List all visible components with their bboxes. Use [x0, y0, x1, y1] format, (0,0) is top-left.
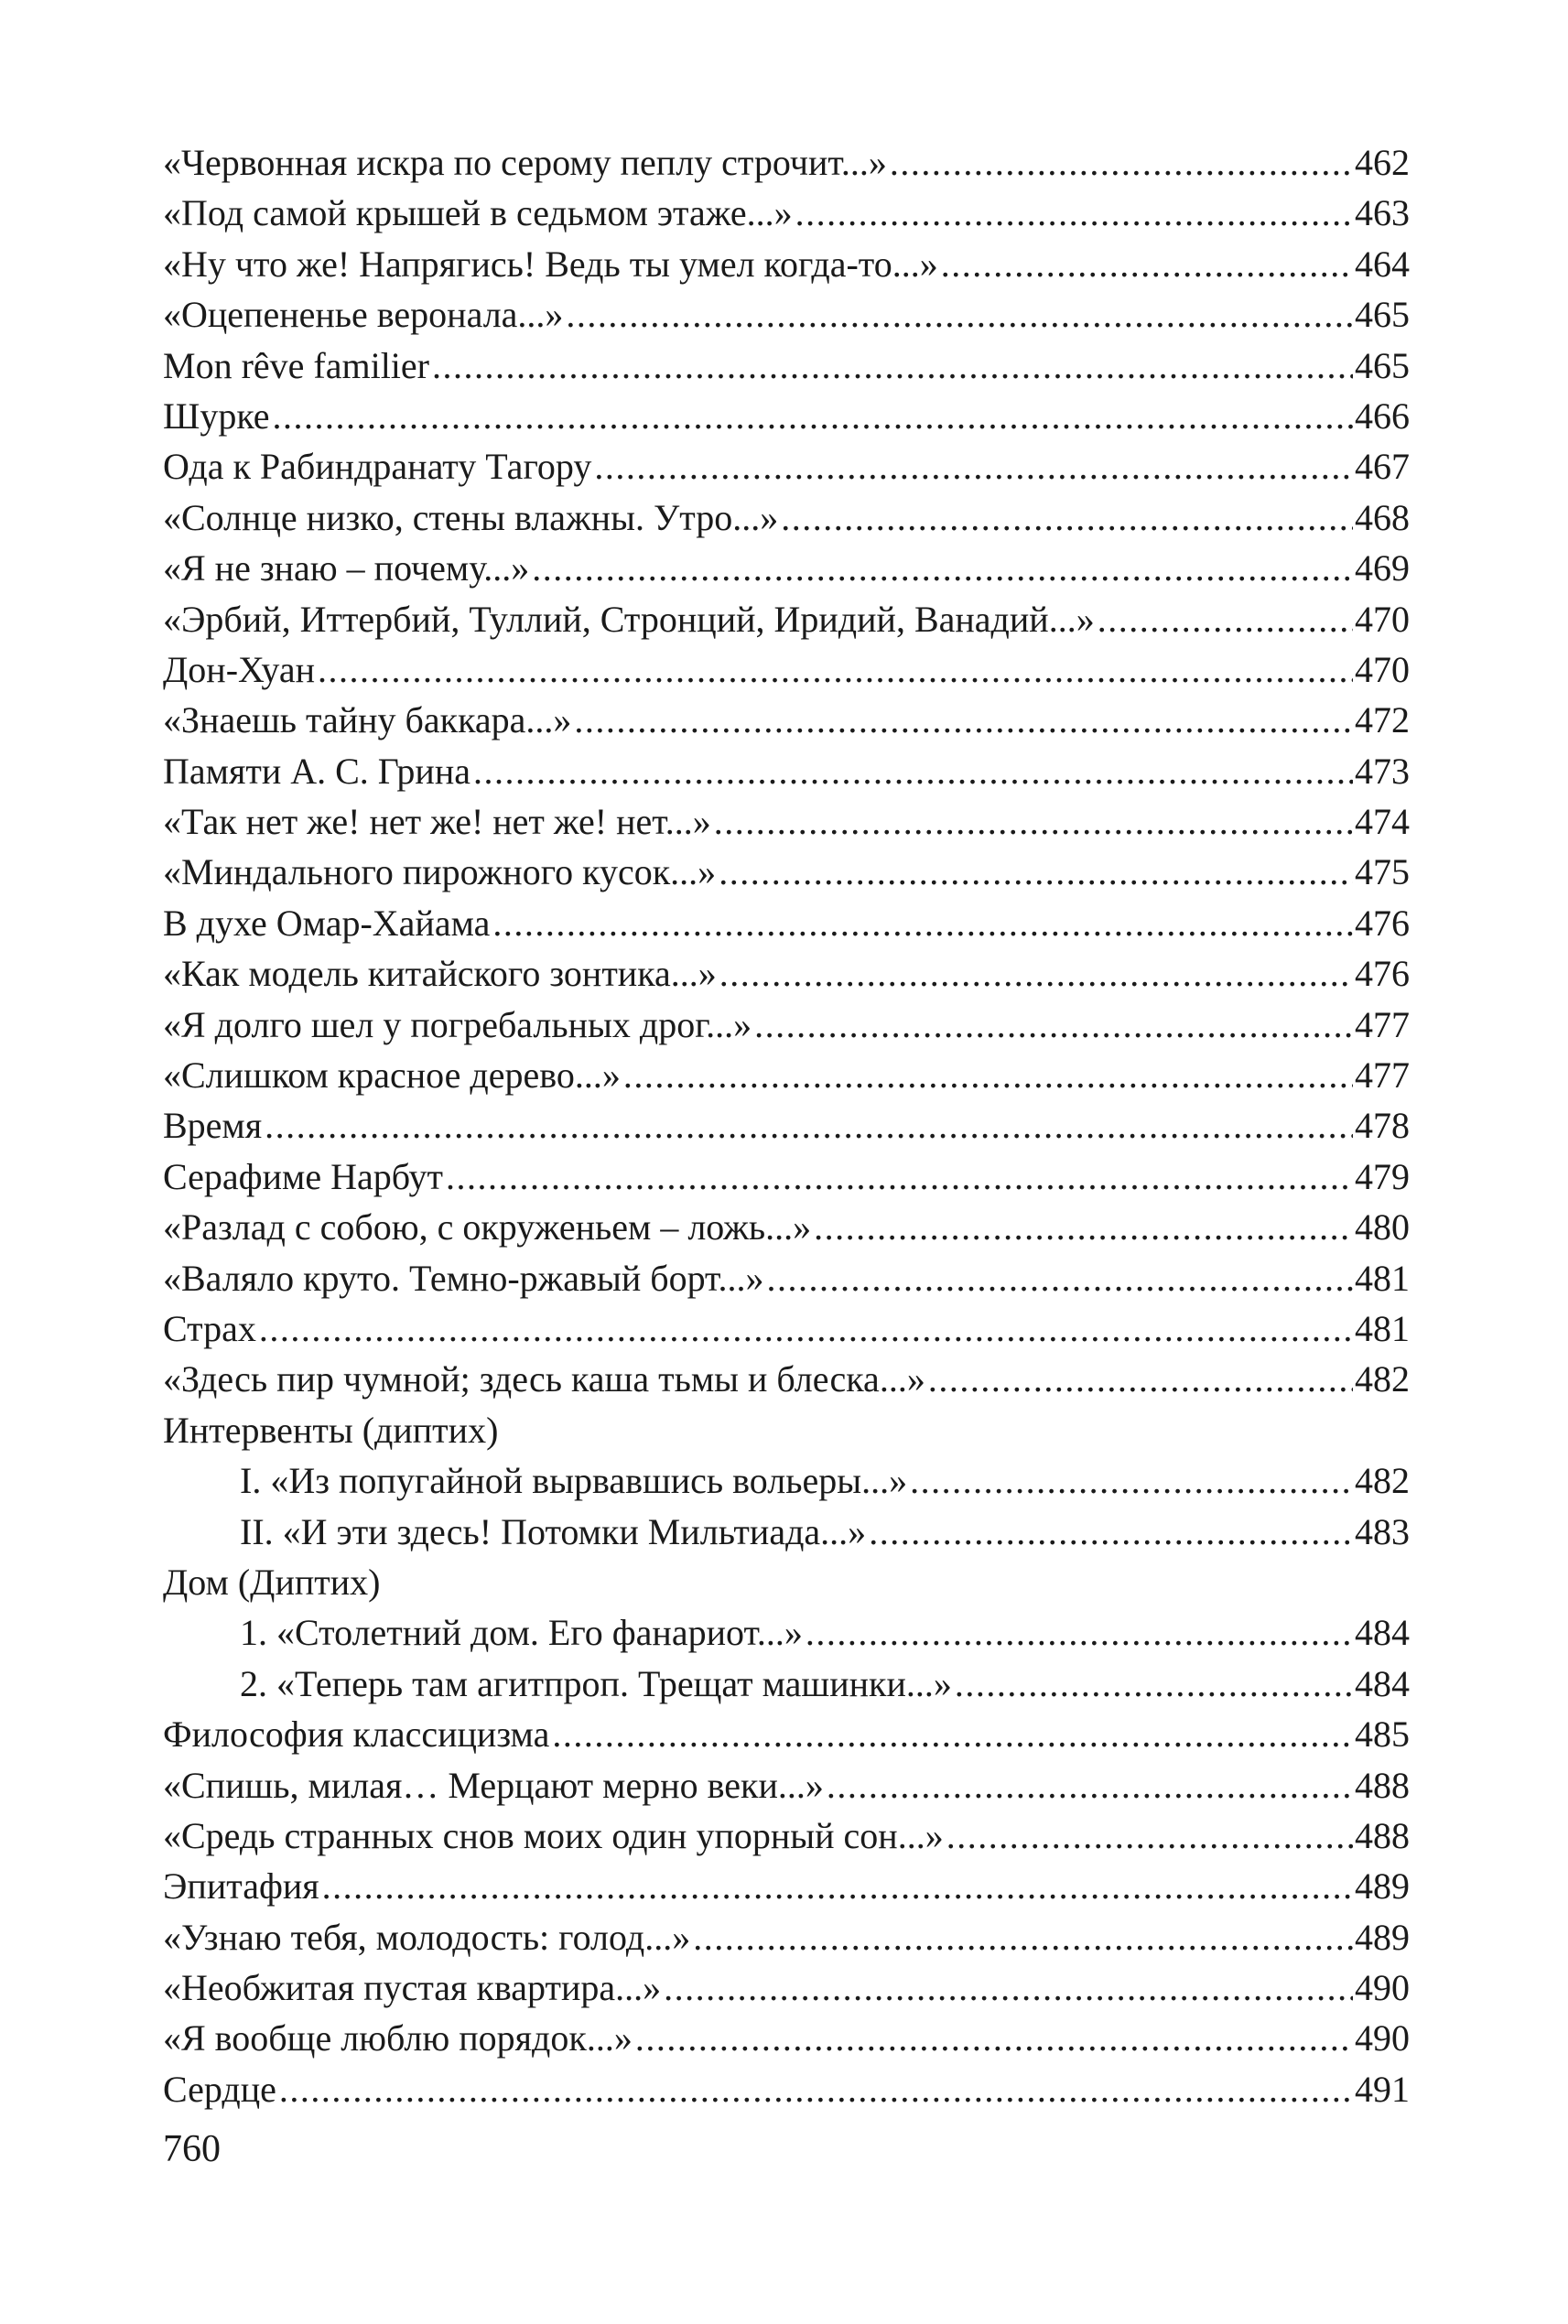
entry-page: 484 [1355, 1662, 1410, 1704]
dot-leader [322, 1861, 1353, 1911]
entry-title: «Слишком красное дерево...» [163, 1054, 621, 1097]
dot-leader [664, 1962, 1353, 2013]
entry-page: 465 [1355, 344, 1410, 386]
entry-page: 490 [1355, 2017, 1410, 2059]
dot-leader [265, 1100, 1353, 1151]
entry-title: В духе Омар-Хайама [163, 902, 491, 944]
entry-title: «Я вообще люблю порядок...» [163, 2017, 633, 2059]
dot-leader [273, 391, 1353, 441]
toc-entry [163, 1354, 1410, 1404]
toc-subentry [163, 1455, 1410, 1506]
entry-page: 481 [1355, 1307, 1410, 1349]
entry-title: Эпитафия [163, 1865, 319, 1908]
toc-entry [163, 441, 1410, 492]
dot-leader [492, 898, 1353, 948]
entry-page: 484 [1355, 1612, 1410, 1654]
entry-title: «Знаешь тайну баккара...» [163, 699, 572, 741]
entry-page: 483 [1355, 1510, 1410, 1552]
entry-page: 491 [1355, 2068, 1410, 2110]
entry-page: 488 [1355, 1814, 1410, 1856]
toc-entry [163, 594, 1410, 644]
dot-leader [754, 1000, 1353, 1050]
toc-entry [163, 1202, 1410, 1252]
entry-title: Дом (Диптих) [163, 1561, 381, 1603]
entry-title: Памяти А. С. Грина [163, 750, 470, 792]
toc-entry [163, 1100, 1410, 1151]
toc-entry [163, 1861, 1410, 1911]
entry-page: 474 [1355, 801, 1410, 843]
dot-leader [928, 1354, 1353, 1404]
entry-title: I. «Из попугайной вырвавшись вольеры...» [240, 1460, 908, 1502]
entry-title: Философия классицизма [163, 1713, 550, 1756]
entry-title: Сердце [163, 2068, 276, 2110]
entry-page: 463 [1355, 192, 1410, 234]
toc-entry [163, 1912, 1410, 1962]
dot-leader [814, 1202, 1353, 1252]
toc-subentry [163, 1607, 1410, 1658]
entry-title: Страх [163, 1307, 256, 1349]
entry-title: «Ну что же! Напрягись! Ведь ты умел когда-то...» [163, 243, 938, 285]
entry-page: 489 [1355, 1916, 1410, 1958]
entry-title: «Здесь пир чумной; здесь каша тьмы и блеска...» [163, 1358, 925, 1400]
toc-entry [163, 2064, 1410, 2114]
entry-title: «Под самой крышей в седьмом этаже...» [163, 192, 793, 234]
entry-title: «Необжитая пустая квартира...» [163, 1967, 662, 2009]
dot-leader [1098, 594, 1353, 644]
entry-title: «Я не знаю – почему...» [163, 547, 530, 589]
toc-entry [163, 1050, 1410, 1100]
page-number: 760 [163, 2128, 221, 2170]
table-of-contents [163, 137, 1410, 2114]
dot-leader [473, 746, 1353, 796]
entry-page: 489 [1355, 1865, 1410, 1908]
toc-entry [163, 289, 1410, 340]
dot-leader [635, 2013, 1353, 2063]
entry-page: 470 [1355, 648, 1410, 690]
entry-page: 485 [1355, 1713, 1410, 1756]
entry-page: 462 [1355, 142, 1410, 183]
entry-title: «Я долго шел у погребальных дрог...» [163, 1003, 752, 1045]
dot-leader [910, 1455, 1353, 1506]
dot-leader [827, 1760, 1353, 1811]
toc-entry [163, 746, 1410, 796]
toc-entry [163, 948, 1410, 999]
dot-leader [552, 1709, 1353, 1759]
entry-page: 479 [1355, 1155, 1410, 1197]
dot-leader [795, 188, 1353, 238]
entry-title: «Валяло круто. Темно-ржавый борт...» [163, 1257, 764, 1299]
entry-title: «Так нет же! нет же! нет же! нет...» [163, 801, 711, 843]
dot-leader [890, 137, 1353, 188]
dot-leader [259, 1303, 1353, 1354]
entry-page: 482 [1355, 1460, 1410, 1502]
toc-entry [163, 847, 1410, 897]
entry-title: «Червонная искра по серому пеплу строчит...» [163, 142, 887, 183]
dot-leader [532, 543, 1353, 593]
dot-leader [767, 1253, 1353, 1303]
dot-leader [446, 1151, 1353, 1202]
entry-title: «Солнце низко, стены влажны. Утро...» [163, 496, 779, 538]
entry-page: 481 [1355, 1257, 1410, 1299]
toc-entry [163, 1253, 1410, 1303]
entry-title: II. «И эти здесь! Потомки Мильтиада...» [240, 1510, 867, 1552]
dot-leader [781, 492, 1353, 543]
dot-leader [955, 1659, 1353, 1709]
entry-title: «Разлад с собою, с окруженьем – ложь...» [163, 1206, 812, 1248]
entry-title: «Как модель китайского зонтика...» [163, 953, 717, 995]
entry-title: 1. «Столетний дом. Его фанариот...» [240, 1612, 803, 1654]
dot-leader [432, 340, 1353, 391]
entry-title: Mon rêve familier [163, 344, 429, 386]
entry-page: 468 [1355, 496, 1410, 538]
dot-leader [318, 644, 1353, 695]
entry-page: 476 [1355, 953, 1410, 995]
toc-entry [163, 1709, 1410, 1759]
dot-leader [279, 2064, 1353, 2114]
entry-title: Дон-Хуан [163, 648, 316, 690]
entry-title: «Оцепененье веронала...» [163, 294, 564, 336]
dot-leader [806, 1607, 1353, 1658]
entry-title: 2. «Теперь там агитпроп. Трещат машинки...» [240, 1662, 952, 1704]
entry-page: 473 [1355, 750, 1410, 792]
entry-title: «Спишь, милая… Мерцают мерно веки...» [163, 1764, 824, 1806]
toc-section-heading [163, 1557, 1410, 1607]
dot-leader [719, 847, 1353, 897]
toc-entry [163, 1151, 1410, 1202]
entry-title: Ода к Рабиндранату Тагору [163, 446, 592, 488]
dot-leader [566, 289, 1353, 340]
toc-entry [163, 1962, 1410, 2013]
entry-title: «Эрбий, Иттербий, Туллий, Стронций, Иридий, Ванадий...» [163, 598, 1095, 640]
entry-title: Шурке [163, 395, 270, 437]
toc-entry [163, 543, 1410, 593]
entry-page: 490 [1355, 1967, 1410, 2009]
entry-title: «Миндального пирожного кусок...» [163, 851, 717, 893]
entry-page: 472 [1355, 699, 1410, 741]
toc-entry [163, 2013, 1410, 2063]
entry-page: 475 [1355, 851, 1410, 893]
dot-leader [623, 1050, 1353, 1100]
toc-entry [163, 188, 1410, 238]
toc-entry [163, 1811, 1410, 1861]
toc-subentry [163, 1659, 1410, 1709]
entry-title: «Средь странных снов моих один упорный сон...» [163, 1814, 944, 1856]
entry-title: Серафиме Нарбут [163, 1155, 444, 1197]
entry-page: 464 [1355, 243, 1410, 285]
dot-leader [693, 1912, 1353, 1962]
dot-leader [574, 695, 1353, 745]
entry-title: «Узнаю тебя, молодость: голод...» [163, 1916, 691, 1958]
toc-entry [163, 695, 1410, 745]
toc-subentry [163, 1507, 1410, 1557]
dot-leader [946, 1811, 1353, 1861]
toc-entry [163, 898, 1410, 948]
entry-title: Интервенты (диптих) [163, 1409, 499, 1451]
toc-entry [163, 1760, 1410, 1811]
dot-leader [594, 441, 1353, 492]
toc-entry [163, 1303, 1410, 1354]
entry-page: 488 [1355, 1764, 1410, 1806]
toc-entry [163, 492, 1410, 543]
toc-entry [163, 1000, 1410, 1050]
dot-leader [714, 796, 1353, 847]
entry-page: 480 [1355, 1206, 1410, 1248]
entry-page: 482 [1355, 1358, 1410, 1400]
dot-leader [719, 948, 1353, 999]
entry-page: 476 [1355, 902, 1410, 944]
entry-page: 465 [1355, 294, 1410, 336]
dot-leader [869, 1507, 1353, 1557]
toc-entry [163, 340, 1410, 391]
entry-page: 467 [1355, 446, 1410, 488]
toc-entry [163, 644, 1410, 695]
entry-page: 466 [1355, 395, 1410, 437]
toc-entry [163, 137, 1410, 188]
entry-title: Время [163, 1105, 263, 1147]
entry-page: 469 [1355, 547, 1410, 589]
toc-entry [163, 391, 1410, 441]
entry-page: 477 [1355, 1003, 1410, 1045]
dot-leader [941, 239, 1353, 289]
entry-page: 477 [1355, 1054, 1410, 1097]
toc-entry [163, 239, 1410, 289]
entry-page: 470 [1355, 598, 1410, 640]
toc-section-heading [163, 1405, 1410, 1455]
entry-page: 478 [1355, 1105, 1410, 1147]
toc-entry [163, 796, 1410, 847]
